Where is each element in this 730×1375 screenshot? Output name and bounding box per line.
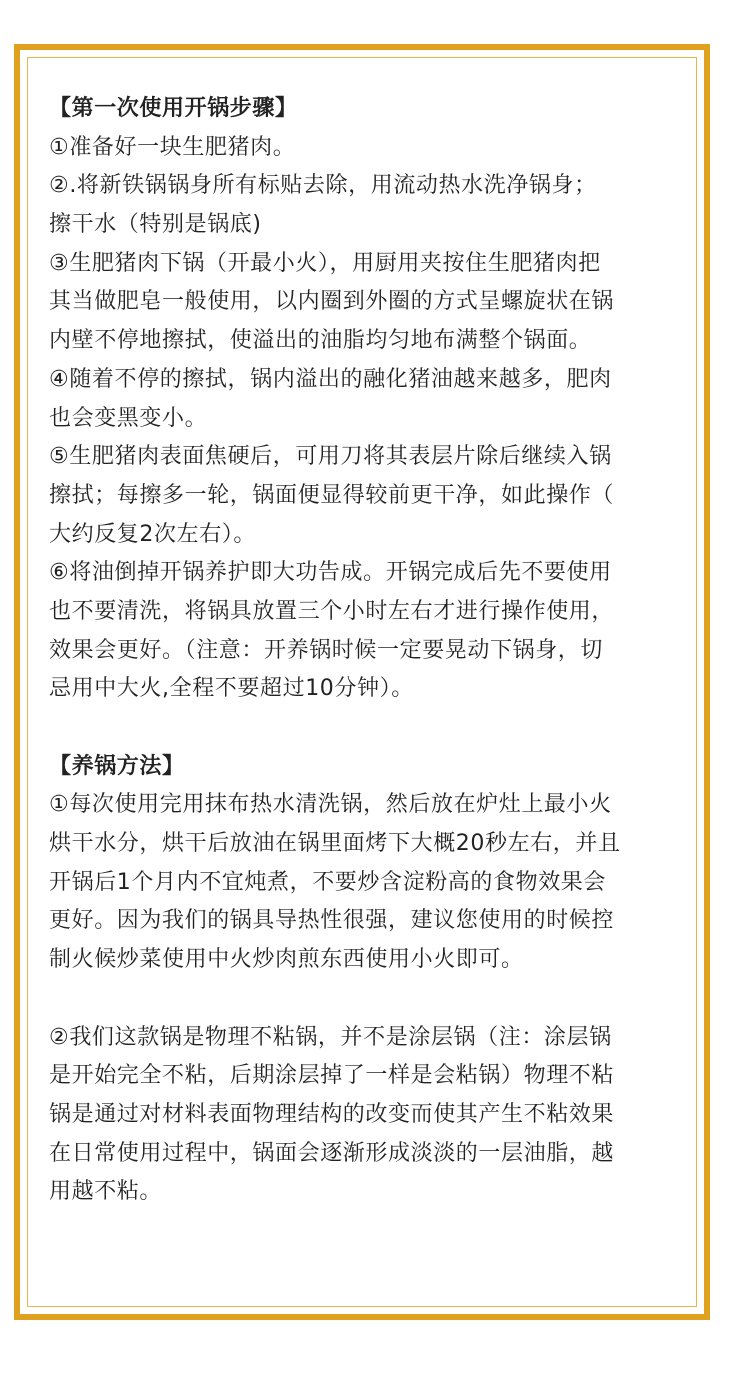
text-line: 其当做肥皂一般使用，以内圈到外圈的方式呈螺旋状在锅 — [49, 289, 615, 315]
text-line: 锅是通过对材料表面物理结构的改变而使其产生不粘效果 — [49, 1101, 615, 1127]
text-line: 烘干水分，烘干后放油在锅里面烤下大概20秒左右，并且 — [49, 831, 621, 857]
text-line: 擦拭；每擦多一轮，锅面便显得较前更干净，如此操作（ — [49, 482, 615, 508]
text-line: ②.将新铁锅锅身所有标贴去除，用流动热水洗净锅身； — [49, 173, 597, 199]
text-line: 制火候炒菜使用中火炒肉煎东西使用小火即可。 — [49, 947, 524, 973]
text-line: 大约反复2次左右）。 — [49, 521, 256, 547]
section-spacer — [49, 709, 677, 748]
text-line: ①每次使用完用抹布热水清洗锅，然后放在炉灶上最小火 — [49, 792, 612, 818]
text-line: ⑤生肥猪肉表面焦硬后，可用刀将其表层片除后继续入锅 — [49, 444, 612, 470]
text-line: 效果会更好。（注意：开养锅时候一定要晃动下锅身，切 — [49, 637, 604, 663]
text-line: ①准备好一块生肥猪肉。 — [49, 134, 296, 160]
section-heading: 【第一次使用开锅步骤】 — [49, 96, 298, 121]
text-line: 内壁不停地擦拭，使溢出的油脂均匀地布满整个锅面。 — [49, 328, 592, 354]
outer-frame — [14, 44, 710, 1320]
text-line: 开锅后1个月内不宜炖煮，不要炒含淀粉高的食物效果会 — [49, 869, 606, 895]
text-line: 是开始完全不粘，后期涂层掉了一样是会粘锅）物理不粘 — [49, 1063, 615, 1089]
text-line: 也会变黑变小。 — [49, 405, 208, 431]
text-line: 也不要清洗，将锅具放置三个小时左右才进行操作使用， — [49, 598, 615, 624]
text-line: ③生肥猪肉下锅（开最小火），用厨用夹按住生肥猪肉把 — [49, 250, 601, 276]
section-spacer — [49, 980, 677, 1019]
text-line: ②我们这款锅是物理不粘锅，并不是涂层锅（注：涂层锅 — [49, 1024, 612, 1050]
instructions-content — [49, 90, 677, 1212]
text-line: 擦干水（特别是锅底) — [49, 212, 262, 238]
section-heading: 【养锅方法】 — [49, 753, 185, 779]
text-line: 忌用中大火,全程不要超过10分钟）。 — [49, 676, 414, 702]
text-line: ⑥将油倒掉开锅养护即大功告成。开锅完成后先不要使用 — [49, 560, 612, 586]
text-line: 用越不粘。 — [49, 1179, 163, 1205]
text-line: ④随着不停的擦拭，锅内溢出的融化猪油越来越多，肥肉 — [49, 366, 612, 392]
text-line: 在日常使用过程中，锅面会逐渐形成淡淡的一层油脂，越 — [49, 1140, 615, 1166]
text-line: 更好。因为我们的锅具导热性很强，建议您使用的时候控 — [49, 908, 615, 934]
